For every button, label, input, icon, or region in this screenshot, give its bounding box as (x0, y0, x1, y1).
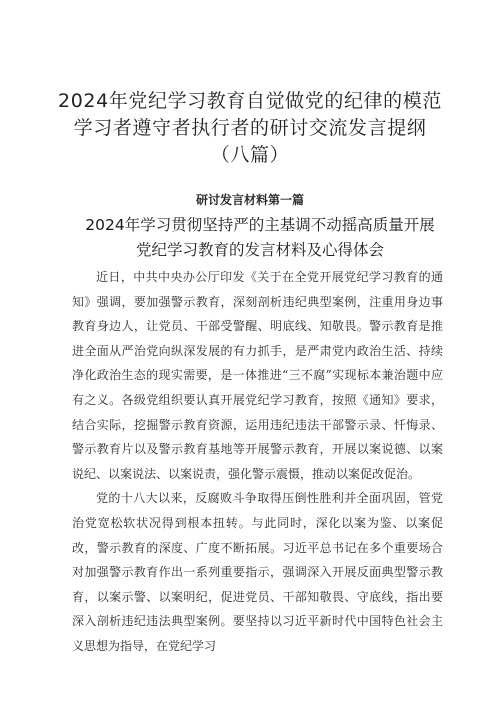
section-label: 研讨发言材料第一篇 (195, 193, 304, 207)
document-title: 2024年党纪学习教育自觉做党的纪律的模范学习者遵守者执行者的研讨交流发言提纲（八篇） (58, 90, 442, 166)
article-title: 2024年学习贯彻坚持严的主基调不动摇高质量开展党纪学习教育的发言材料及心得体会 (85, 216, 435, 259)
body-text (72, 265, 443, 659)
paragraph-1: 近日，中共中央办公厅印发《关于在全党开展党纪学习教育的通知》强调，要加强警示教育，深刻剖析违纪典型案例，注重用身边事教育身边人，让党员、干部受警醒、明底线、知敬畏。警示教育是推进全面从严治党向纵深发展的有力抓手，是严肃党内政治生活、持续净化政治生态的现实需要，是一体推进“三不腐”实现标本兼治题中应有之义。各级党组织要认真开展党纪学习教育，按照《通知》要求，结合实际，挖掘警示教育资源，运用违纪违法干部警示录、忏悔录、警示教育片以及警示教育基地等开展警示教育，开展以案说德、以案说纪、以案说法、以案说责，强化警示震慑，推动以案促改促治。 (72, 270, 443, 481)
paragraph-2: 党的十八大以来，反腐败斗争取得压倒性胜利并全面巩固，管党治党宽松软状况得到根本扭转。与此同时，深化以案为鉴、以案促改，警示教育的深度、广度不断拓展。习近平总书记在多个重要场合对加强警示教育作出一系列重要指示，强调深入开展反面典型警示教育，以案示警、以案明纪，促进党员、干部知敬畏、守底线，指出要深入剖析违纪违法典型案例。要坚持以习近平新时代中国特色社会主义思想为指导，在党纪学习 (72, 491, 443, 653)
